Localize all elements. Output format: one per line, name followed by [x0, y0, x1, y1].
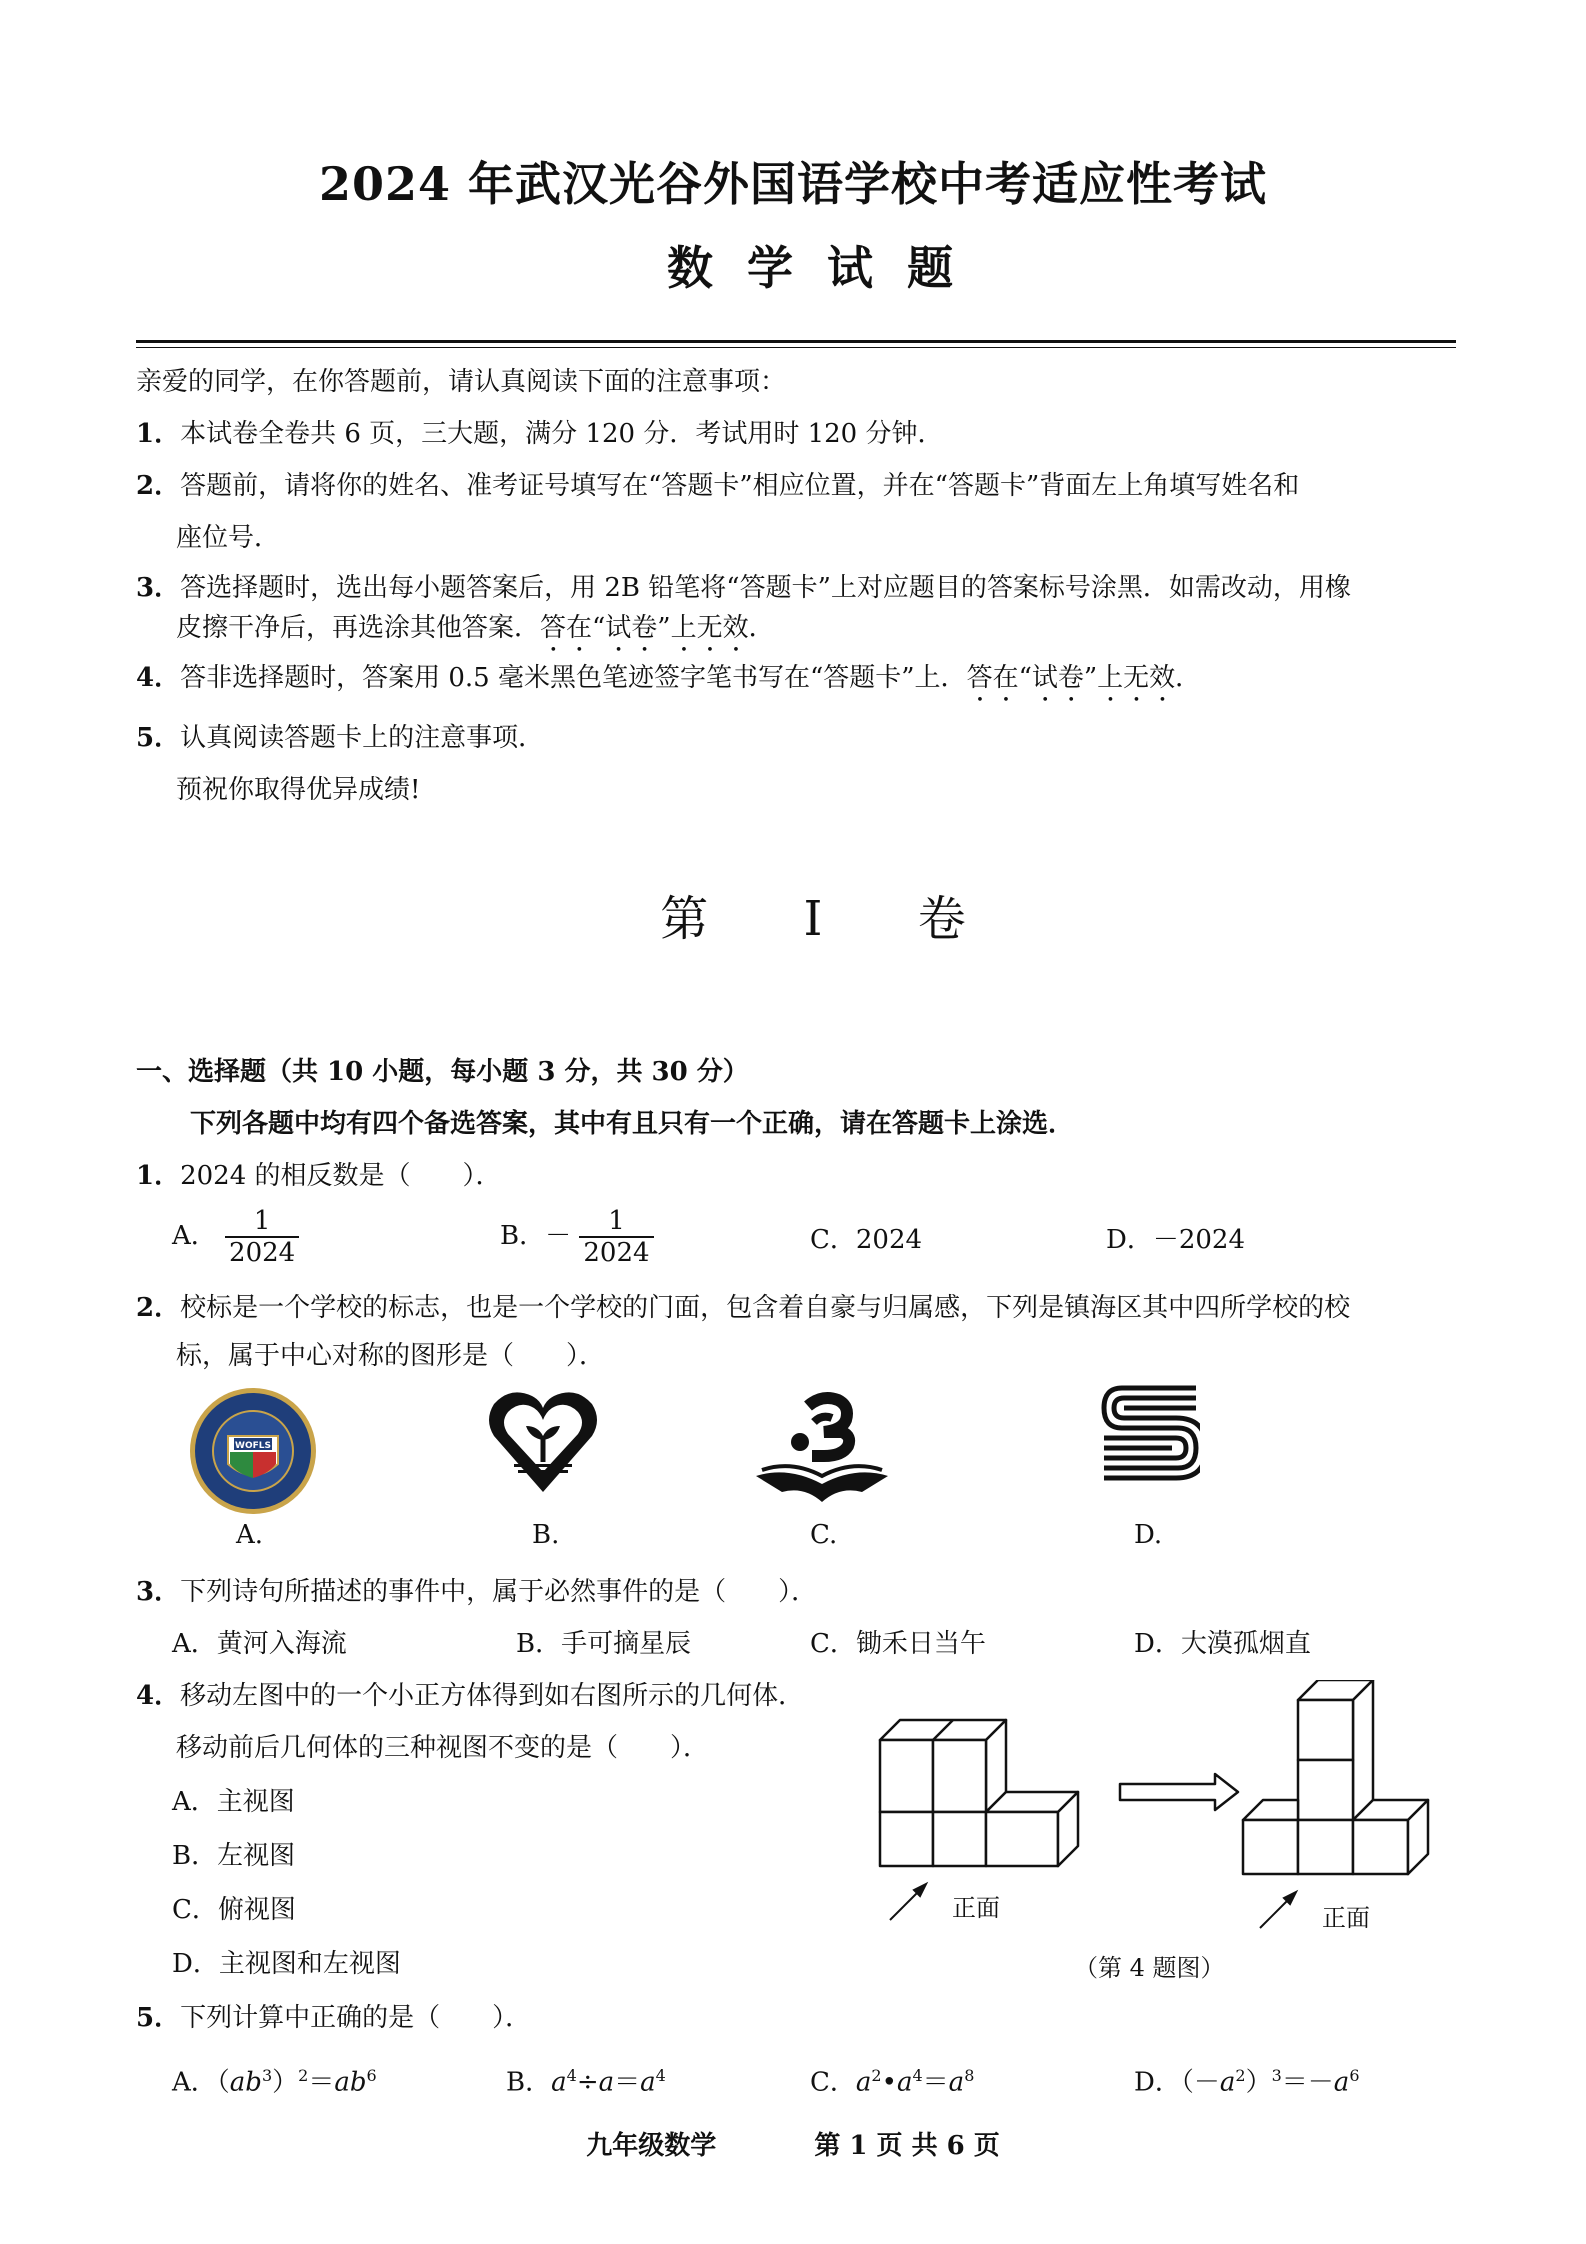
front-label-right: 正面: [1322, 1904, 1370, 1932]
exam-title: 2024 年武汉光谷外国语学校中考适应性考试: [318, 157, 1268, 211]
question-4-stem: [136, 1678, 804, 1714]
question-5-option-b: B．$a^4\div a=a^4$: [506, 2066, 666, 2098]
notice-closing: 预祝你取得优异成绩!: [176, 775, 421, 805]
question-1-option-b: [500, 1206, 654, 1268]
logo-label-c: C.: [810, 1520, 838, 1550]
notice-emphasis: 答在“试卷”上无效: [966, 663, 1176, 693]
question-4-option-b: B．左视图: [172, 1841, 296, 1871]
question-text: 2024 的相反数是（ ）．: [180, 1161, 502, 1191]
question-4-stem-cont: 移动前后几何体的三种视图不变的是（ ）．: [176, 1733, 710, 1763]
option-label: B．－: [500, 1221, 572, 1251]
option-label: C．: [810, 2067, 856, 2098]
question-2-stem-cont: 标，属于中心对称的图形是（ ）．: [176, 1341, 606, 1371]
question-num: 2．: [136, 1293, 181, 1323]
footer-subject: 九年级数学: [586, 2131, 717, 2161]
school-logo-d-icon: [1100, 1384, 1200, 1488]
question-3-option-d: D．大漠孤烟直: [1134, 1629, 1311, 1659]
notice-item-1: [136, 416, 943, 452]
notice-item-text: ．: [748, 613, 775, 643]
question-3-option-a: A．黄河入海流: [172, 1629, 347, 1659]
front-label-left: 正面: [952, 1894, 1000, 1922]
question-5-option-d: D．$(-a^2)^3=-a^6$: [1134, 2066, 1360, 2098]
notice-emphasis: 答在“试卷”上无效: [540, 613, 749, 643]
header-rule-thick: [136, 340, 1456, 343]
school-logo-b-icon: [484, 1384, 602, 1502]
school-logo-c-icon: [752, 1384, 892, 1514]
notice-item-num: 4．: [136, 663, 181, 693]
numerator: 1: [253, 1206, 271, 1236]
header-rule-thin: [136, 347, 1456, 348]
figure-caption: （第 4 题图）: [1074, 1954, 1225, 1982]
question-1-option-d: D．－2024: [1106, 1225, 1246, 1255]
question-5-option-c: C．$a^2•a^4=a^8$: [810, 2066, 975, 2098]
question-text: 移动左图中的一个小正方体得到如右图所示的几何体．: [180, 1681, 805, 1711]
question-2-stem: [136, 1290, 1350, 1326]
notice-item-num: 5．: [136, 723, 181, 753]
page-footer: [0, 2125, 1586, 2162]
question-num: 5．: [136, 2003, 181, 2033]
notice-item-3-cont: [176, 610, 775, 658]
option-label: B．: [506, 2067, 552, 2098]
question-3-option-c: C．锄禾日当午: [810, 1629, 986, 1659]
notice-intro: 亲爱的同学，在你答题前，请认真阅读下面的注意事项：: [136, 367, 787, 397]
option-label: A．: [172, 2067, 217, 2098]
notice-item-num: 3．: [136, 573, 181, 603]
numerator: 1: [608, 1206, 625, 1236]
question-1-option-c: C．2024: [810, 1225, 923, 1255]
question-text: 校标是一个学校的标志，也是一个学校的门面，包含着自豪与归属感，下列是镇海区其中四所学校的校: [180, 1293, 1351, 1323]
denominator: 2024: [225, 1236, 299, 1268]
fraction: [579, 1206, 653, 1268]
section-instruction: 下列各题中均有四个备选答案，其中有且只有一个正确，请在答题卡上涂选．: [190, 1109, 1075, 1139]
notice-item-text: ．: [1175, 663, 1202, 693]
notice-item-2-cont: 座位号．: [176, 523, 281, 553]
notice-item-5: [136, 720, 544, 756]
question-3-option-b: B．手可摘星辰: [516, 1629, 692, 1659]
notice-item-num: 2．: [136, 471, 181, 501]
notice-item-3: [136, 570, 1351, 606]
notice-item-4: [136, 660, 1201, 708]
question-text: 下列计算中正确的是（ ）．: [180, 2003, 532, 2033]
notice-item-num: 1．: [136, 419, 181, 449]
question-1-option-a: [172, 1206, 299, 1268]
option-label: D．: [1134, 2067, 1181, 2098]
notice-item-text: 皮擦干净后，再选涂其他答案．: [176, 613, 541, 643]
footer-page-number: 第 1 页 共 6 页: [814, 2131, 1000, 2161]
notice-item-text: 本试卷全卷共 6 页，三大题，满分 120 分．考试用时 120 分钟．: [180, 419, 944, 449]
question-3-stem: [136, 1574, 817, 1610]
question-num: 4．: [136, 1681, 181, 1711]
school-logo-a-icon: [188, 1386, 318, 1516]
question-num: 3．: [136, 1577, 181, 1607]
question-1-stem: [136, 1158, 502, 1194]
fraction: [225, 1206, 299, 1268]
question-num: 1．: [136, 1161, 181, 1191]
option-label: A．: [172, 1221, 217, 1251]
volume-title: 第 I 卷: [660, 891, 1006, 947]
notice-item-text: 答非选择题时，答案用 0.5 毫米黑色笔迹签字笔书写在“答题卡”上．: [180, 663, 967, 693]
logo-label-b: B.: [532, 1520, 560, 1550]
logo-label-a: A.: [236, 1520, 264, 1550]
notice-item-text: 答选择题时，选出每小题答案后，用 2B 铅笔将“答题卡”上对应题目的答案标号涂黑．如需改动，用橡: [180, 573, 1351, 603]
question-text: 下列诗句所描述的事件中，属于必然事件的是（ ）．: [180, 1577, 818, 1607]
notice-item-2: [136, 468, 1299, 504]
question-5-option-a: A．$(ab^3)^2=ab^6$: [172, 2066, 377, 2098]
notice-item-text: 认真阅读答题卡上的注意事项．: [180, 723, 545, 753]
question-4-option-d: D．主视图和左视图: [172, 1949, 401, 1979]
denominator: 2024: [579, 1236, 653, 1268]
question-5-stem: [136, 2000, 531, 2036]
question-4-option-a: A．主视图: [172, 1787, 295, 1817]
logo-label-d: D.: [1134, 1520, 1163, 1550]
notice-item-text: 答题前，请将你的姓名、准考证号填写在“答题卡”相应位置，并在“答题卡”背面左上角填写姓名和: [180, 471, 1300, 501]
exam-subtitle: 数学试题: [667, 241, 987, 295]
question-4-option-c: C．俯视图: [172, 1895, 296, 1925]
logo-a-text: WOFLS: [235, 1441, 271, 1451]
section-title: 一、选择题（共 10 小题，每小题 3 分，共 30 分）: [136, 1057, 749, 1087]
